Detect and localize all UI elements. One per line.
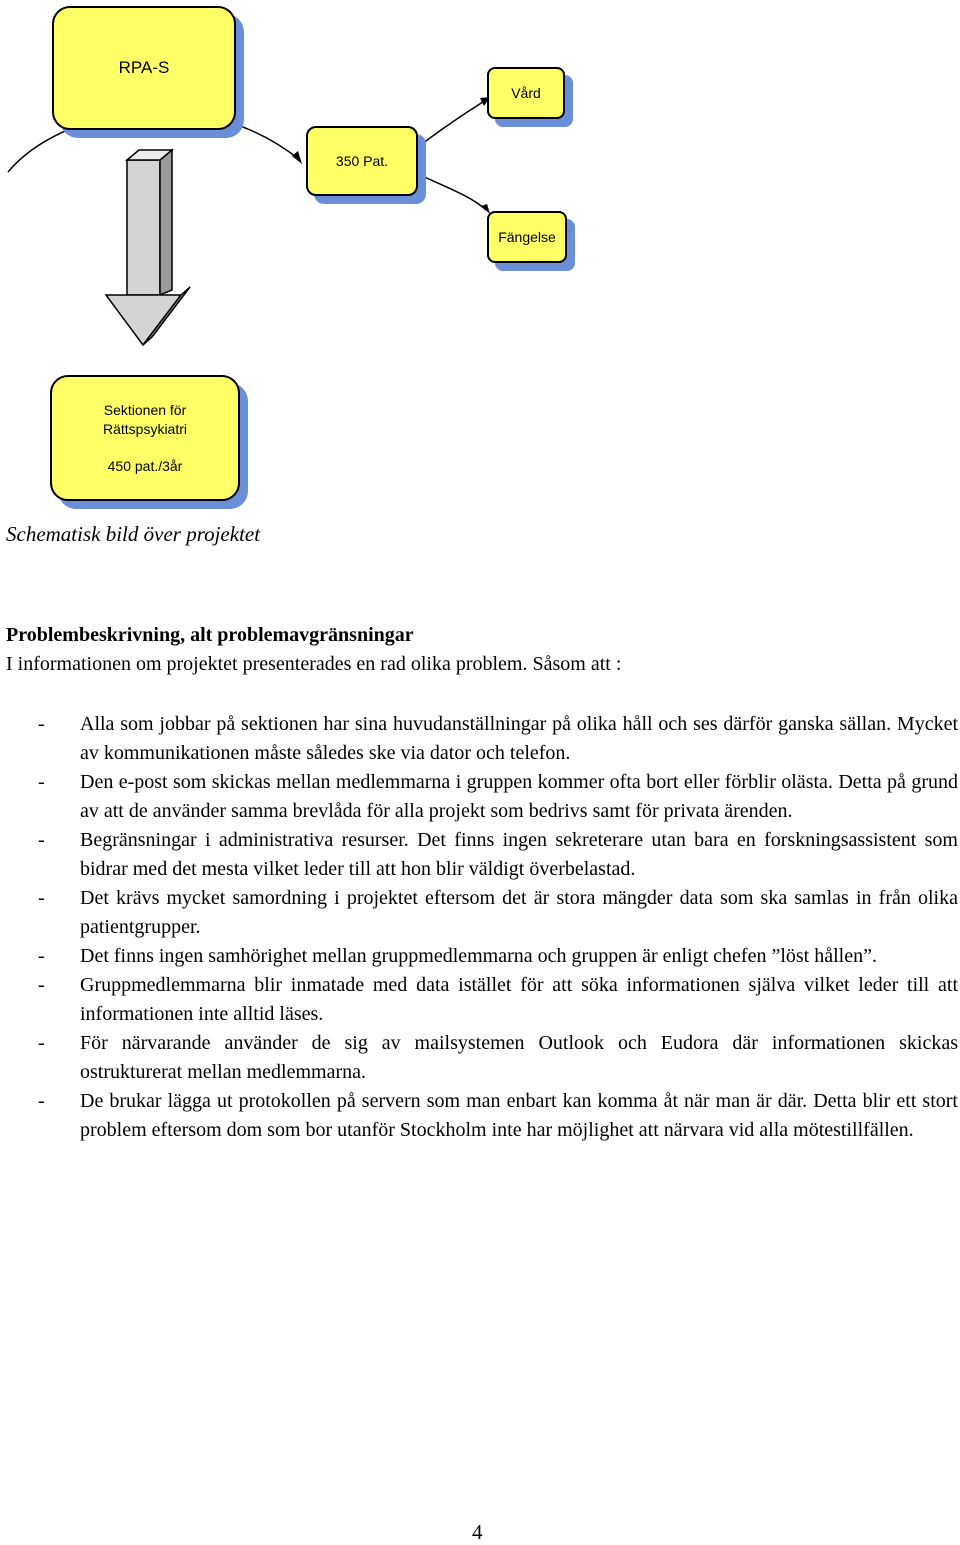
sektion-line-3: 450 pat./3år <box>107 457 183 474</box>
vard-label: Vård <box>511 85 541 101</box>
project-schematic-diagram <box>0 0 960 520</box>
section-heading: Problembeskrivning, alt problemavgränsningar <box>6 624 414 646</box>
list-item-text: De brukar lägga ut protokollen på servern som man enbart kan komma åt när man är där. Detta blir ett stort problem eftersom dom som bor utanför Stockholm inte har möjlighet att närvara vid alla mötestillfällen. <box>80 1090 958 1141</box>
page-number: 4 <box>472 1520 483 1544</box>
down-arrow-icon <box>106 150 190 345</box>
connector-to-vard <box>414 100 486 150</box>
list-item-text: Det krävs mycket samordning i projektet eftersom det är stora mängder data som ska samlas in från olika patientgrupper. <box>80 887 958 938</box>
rpa-s-label: RPA-S <box>118 58 170 77</box>
list-item: - Den e-post som skickas mellan medlemmarna i gruppen kommer ofta bort eller förblir olästa. Detta på grund av att de använder samma brevlåda för alla projekt som bedrivs samt för privata ärenden. <box>38 771 958 822</box>
list-item: - De brukar lägga ut protokollen på servern som man enbart kan komma åt när man är där. Detta blir ett stort problem eftersom dom som bor utanför Stockholm inte har möjlighet att närvara vid alla mötestillfällen. <box>38 1090 958 1141</box>
vard-box <box>487 67 565 119</box>
list-item-text: Alla som jobbar på sektionen har sina huvudanställningar på olika håll och ses därför ganska sällan. Mycket av kommunikationen måste således ske via dator och telefon. <box>80 713 958 764</box>
connector-arc-arrowhead <box>292 151 302 164</box>
list-item: - Begränsningar i administrativa resurser. Det finns ingen sekreterare utan bara en forskningsassistent som bidrar med det mesta vilket leder till att hon blir väldigt överbelastad. <box>38 829 958 880</box>
problem-list <box>38 710 958 1145</box>
section-intro: I informationen om projektet presenterades en rad olika problem. Såsom att : <box>6 653 622 675</box>
list-item-text: Begränsningar i administrativa resurser. Det finns ingen sekreterare utan bara en forskningsassistent som bidrar med det mesta vilket leder till att hon blir väldigt överbelastad. <box>80 829 958 880</box>
list-item-text: Den e-post som skickas mellan medlemmarna i gruppen kommer ofta bort eller förblir olästa. Detta på grund av att de använder samma brevlåda för alla projekt som bedrivs samt för privata ärenden. <box>80 771 958 822</box>
list-item-text: Det finns ingen samhörighet mellan gruppmedlemmarna och gruppen är enligt chefen ”löst hållen”. <box>80 945 877 967</box>
list-item: - Alla som jobbar på sektionen har sina huvudanställningar på olika håll och ses därför ganska sällan. Mycket av kommunikationen måste således ske via dator och telefon. <box>38 713 958 764</box>
sektion-line-2: Rättspsykiatri <box>102 420 188 437</box>
list-item: - Gruppmedlemmarna blir inmatade med data istället för att söka informationen själva vilket leder till att informationen inte alltid läses. <box>38 974 958 1025</box>
list-item: - Det krävs mycket samordning i projektet eftersom det är stora mängder data som ska samlas in från olika patientgrupper. <box>38 887 958 938</box>
figure-caption: Schematisk bild över projektet <box>6 522 261 546</box>
patients-label: 350 Pat. <box>335 153 389 169</box>
fangelse-box <box>487 211 567 263</box>
list-item-text: För närvarande använder de sig av mailsystemen Outlook och Eudora där informationen skickas ostrukturerat mellan medlemmarna. <box>80 1032 958 1083</box>
connector-to-fangelse <box>414 172 486 210</box>
rpa-s-box <box>52 6 236 130</box>
list-item: - För närvarande använder de sig av mailsystemen Outlook och Eudora där informationen skickas ostrukturerat mellan medlemmarna. <box>38 1032 958 1083</box>
fangelse-label: Fängelse <box>498 229 556 245</box>
list-item-text: Gruppmedlemmarna blir inmatade med data istället för att söka informationen själva vilket leder till att informationen inte alltid läses. <box>80 974 958 1025</box>
sektion-line-1: Sektionen för <box>103 401 187 418</box>
patients-box <box>306 126 418 196</box>
list-item: - Det finns ingen samhörighet mellan gruppmedlemmarna och gruppen är enligt chefen ”löst hållen”. <box>38 945 877 967</box>
sektion-box <box>50 375 240 501</box>
